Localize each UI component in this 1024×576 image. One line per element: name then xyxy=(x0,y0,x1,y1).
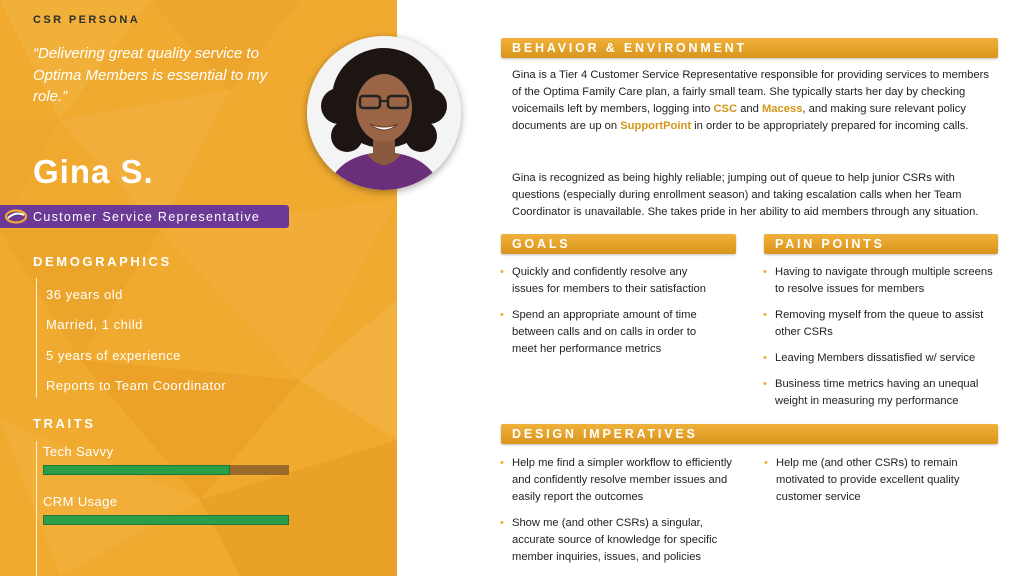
pain-points-header xyxy=(764,234,998,254)
list-item: • Help me find a simpler workflow to efficiently and confidently resolve member issues and easily report the outcomes xyxy=(500,455,732,506)
trait-label: Tech Savvy xyxy=(43,444,114,459)
behavior-text: and xyxy=(737,103,762,115)
design-imperatives-heading: DESIGN IMPERATIVES xyxy=(512,427,698,441)
pain-points-heading: PAIN POINTS xyxy=(775,237,885,251)
traits-divider xyxy=(36,441,37,576)
demographic-item: Reports to Team Coordinator xyxy=(46,378,227,393)
goals-list xyxy=(500,264,722,358)
persona-name: Gina S. xyxy=(33,153,154,190)
behavior-text: in order to be appropriately prepared for incoming calls. xyxy=(691,120,969,132)
list-item: • Leaving Members dissatisfied w/ service xyxy=(763,350,998,367)
trait-fill xyxy=(43,465,230,475)
traits-heading: TRAITS xyxy=(33,416,96,431)
design-imperatives-list-1 xyxy=(500,455,732,566)
behavior-text: , and making sure relevant policy documents are up on xyxy=(512,103,966,132)
highlight-macess: Macess xyxy=(761,103,803,115)
swoosh-logo-icon xyxy=(5,209,27,224)
goals-header xyxy=(501,234,736,254)
design-imperatives-list-2 xyxy=(764,455,986,506)
list-item: • Spend an appropriate amount of time between calls and on calls in order to meet her performance metrics xyxy=(500,307,722,358)
list-item: • Quickly and confidently resolve any issues for members to their satisfaction xyxy=(500,264,722,298)
persona-kicker: CSR PERSONA xyxy=(33,14,141,26)
behavior-header xyxy=(501,38,998,58)
persona-illustration xyxy=(307,36,461,190)
role-bar xyxy=(0,205,289,228)
demographics-divider xyxy=(36,278,37,398)
behavior-text: Gina is a Tier 4 Customer Service Representative responsible for providing services to members of the Optima Family Care plan, a fairly small team. She typically starts her day by checking voicemails left by members, logging into xyxy=(512,69,989,115)
highlight-supportpoint: SupportPoint xyxy=(620,120,692,132)
persona-quote: “Delivering great quality service to Optima Members is essential to my role.” xyxy=(33,45,268,105)
design-imperatives-header xyxy=(501,424,998,444)
list-item: • Show me (and other CSRs) a singular, accurate source of knowledge for specific member inquiries, issues, and policies xyxy=(500,515,732,566)
behavior-heading: BEHAVIOR & ENVIRONMENT xyxy=(512,41,747,55)
list-item: • Business time metrics having an unequal weight in measuring my performance xyxy=(763,376,998,410)
trait-fill xyxy=(43,515,289,525)
list-item: • Help me (and other CSRs) to remain motivated to provide excellent quality customer service xyxy=(764,455,986,506)
behavior-paragraph-2: Gina is recognized as being highly reliable; jumping out of queue to help junior CSRs with questions (especially during enrollment season) and taking escalation calls when her Team Coordinator is unavailable. She takes pride in her ability to aid members through any situation. xyxy=(512,172,979,218)
pain-points-list xyxy=(763,264,998,410)
demographic-item: Married, 1 child xyxy=(46,317,143,332)
demographic-item: 5 years of experience xyxy=(46,348,181,363)
goals-heading: GOALS xyxy=(512,237,571,251)
demographic-item: 36 years old xyxy=(46,287,123,302)
trait-bar-crm-usage xyxy=(43,515,289,525)
demographics-heading: DEMOGRAPHICS xyxy=(33,254,172,269)
list-item: • Having to navigate through multiple screens to resolve issues for members xyxy=(763,264,998,298)
trait-label: CRM Usage xyxy=(43,494,118,509)
role-title: Customer Service Representative xyxy=(33,210,261,224)
list-item: • Removing myself from the queue to assist other CSRs xyxy=(763,307,998,341)
highlight-csc: CSC xyxy=(713,103,738,115)
behavior-paragraph-1 xyxy=(512,67,992,135)
trait-bar-tech-savvy xyxy=(43,465,289,475)
persona-photo xyxy=(307,36,461,190)
